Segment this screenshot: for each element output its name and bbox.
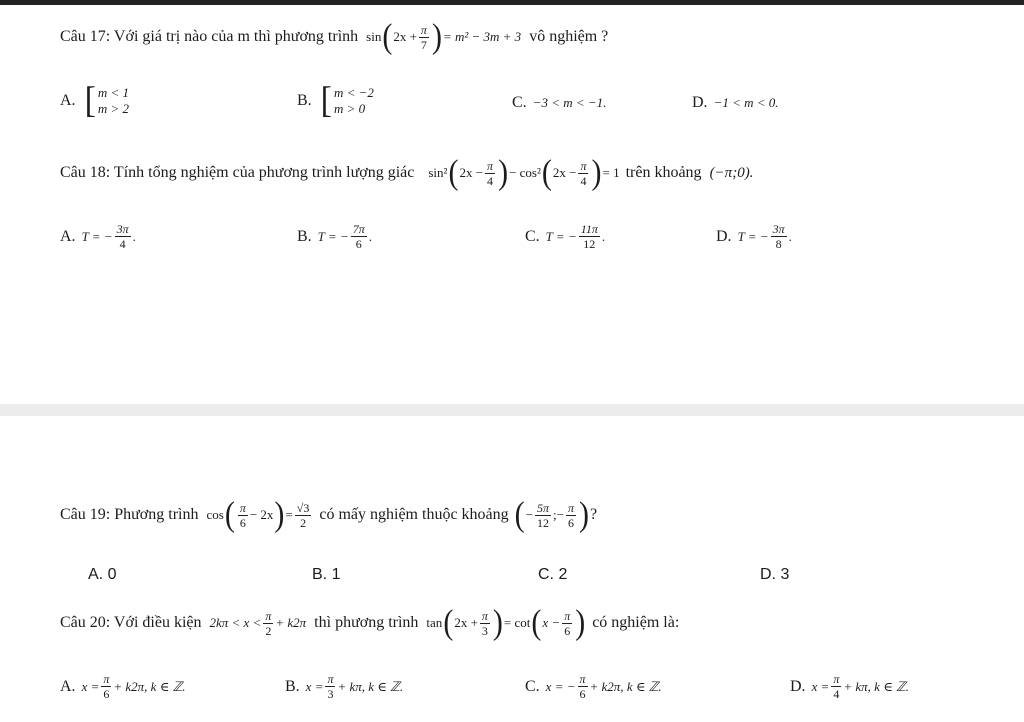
paren-open: ( xyxy=(443,603,454,642)
q20-a-post: + k2π, k ∈ ℤ. xyxy=(113,678,186,694)
bracket: [ xyxy=(320,80,332,121)
paren-close: ) xyxy=(492,603,503,642)
q20-c-pre: x = − xyxy=(545,678,576,694)
q19-frac-num: π xyxy=(239,500,246,515)
q18-frac-den: 4 xyxy=(487,173,494,188)
q19-interval-left xyxy=(535,501,551,530)
q18-d-den: 8 xyxy=(775,237,782,251)
q18-expr-a: sin² xyxy=(428,165,448,180)
q17-stem: Câu 17: Với giá trị nào của m thì phương trình xyxy=(60,28,359,45)
q20-a-pre: x = xyxy=(81,678,100,694)
q20-t-den: 3 xyxy=(481,623,488,638)
paren-close: ) xyxy=(431,17,442,56)
q20-b-num: π xyxy=(327,672,334,686)
option-label: D. xyxy=(692,94,708,111)
q17-inner: 2x + xyxy=(393,29,417,44)
q17-func: sin xyxy=(366,29,382,44)
q20-b-post: + kπ, k ∈ ℤ. xyxy=(337,678,404,694)
q20-t-num: π xyxy=(481,608,488,623)
q20-c-num-opt: π xyxy=(579,672,586,686)
paren-open: ( xyxy=(382,17,393,56)
option-label: B. xyxy=(297,227,312,245)
q18-expr-inner: 2x − xyxy=(459,165,484,180)
bracket: [ xyxy=(84,80,96,121)
q18-option-a[interactable]: A. T = − $\frac{3\pi}{4}$ . xyxy=(60,222,136,251)
q20-c-den: 6 xyxy=(564,623,571,638)
q18-frac-num: π xyxy=(487,158,494,173)
q18-a-pre: T = − xyxy=(81,228,113,244)
paren-open: ( xyxy=(531,603,542,642)
q19-option-d[interactable]: D. 3 xyxy=(760,566,790,583)
q20-cond-den: 2 xyxy=(265,623,272,638)
q18-expr-inner-2: 2x − xyxy=(552,165,577,180)
q20-cond-frac xyxy=(263,609,273,638)
paren-open: ( xyxy=(224,495,235,534)
q18-a-den: 4 xyxy=(119,237,126,251)
q20-a-den: 6 xyxy=(103,687,110,701)
q20-cond-post: + k2π xyxy=(275,615,307,630)
q18-expr-eq: = 1 xyxy=(602,165,620,180)
q18-interval: (−π;0). xyxy=(709,164,754,181)
q18-fraction-2 xyxy=(578,159,588,188)
q17-b-row2: m > 0 xyxy=(334,101,366,116)
q17-option-d[interactable] xyxy=(692,94,779,112)
q17-b-row1: m < −2 xyxy=(334,85,374,100)
q20-cond-pre: 2kπ < x < xyxy=(209,615,262,630)
q20-c-inner: x − xyxy=(542,615,561,630)
q19-rhs-den: 2 xyxy=(300,515,307,530)
option-label: D. xyxy=(790,677,806,695)
q19-option-c[interactable]: C. 2 xyxy=(538,566,568,583)
q20-c-post: + k2π, k ∈ ℤ. xyxy=(589,678,662,694)
paren-close: ) xyxy=(498,153,509,192)
q17-a-system xyxy=(84,80,130,121)
q20-tail: có nghiệm là: xyxy=(592,614,680,631)
q18-a-frac xyxy=(115,222,131,251)
q19-i2-num: π xyxy=(567,500,574,515)
paren-close: ) xyxy=(591,153,602,192)
q19-eq: = xyxy=(285,507,293,522)
question-17 xyxy=(60,17,609,56)
q19-tail: có mấy nghiệm thuộc khoảng xyxy=(319,506,509,523)
q20-d-pre: x = xyxy=(811,678,830,694)
q18-b-pre: T = − xyxy=(317,228,349,244)
q17-fraction xyxy=(419,23,429,52)
q18-b-frac xyxy=(351,222,367,251)
q20-b-pre: x = xyxy=(305,678,324,694)
q18-c-pre: T = − xyxy=(545,228,577,244)
q17-rhs: = m² − 3m + 3 xyxy=(442,29,522,44)
q20-option-c[interactable] xyxy=(525,672,662,701)
q20-option-b[interactable] xyxy=(285,672,403,701)
option-label: A. xyxy=(60,677,76,695)
q17-option-b[interactable] xyxy=(297,80,374,121)
q20-d-den: 4 xyxy=(833,687,840,701)
q19-frac-den: 6 xyxy=(239,515,246,530)
q20-c-den-opt: 6 xyxy=(579,687,586,701)
q18-d-frac xyxy=(771,222,787,251)
paren-open: ( xyxy=(514,495,525,534)
paren-close: ) xyxy=(578,495,589,534)
q18-option-d[interactable]: D. T = − $\frac{3\pi}{8}$ . xyxy=(716,222,792,251)
q20-d-num: π xyxy=(833,672,840,686)
q18-tail: trên khoảng xyxy=(625,164,702,181)
q17-a-row1: m < 1 xyxy=(97,85,130,100)
q17-tail: vô nghiệm ? xyxy=(529,28,609,45)
q17-option-a[interactable] xyxy=(60,80,130,121)
page-separator xyxy=(0,404,1024,416)
q17-frac-den: 7 xyxy=(420,37,427,52)
q17-option-c[interactable] xyxy=(512,94,606,112)
q19-func: cos xyxy=(206,507,224,522)
q18-frac-den-2: 4 xyxy=(580,173,587,188)
paren-close: ) xyxy=(575,603,586,642)
q18-expr-b: − cos² xyxy=(509,165,541,180)
option-label: C. xyxy=(512,94,527,111)
q18-c-num: 11π xyxy=(580,222,598,236)
q19-fraction xyxy=(238,501,248,530)
q19-minus: − 2x xyxy=(249,507,274,522)
q20-d-post: + kπ, k ∈ ℤ. xyxy=(843,678,910,694)
option-label: D. xyxy=(716,227,732,245)
q17-b-system xyxy=(320,80,374,121)
q20-tan: tan xyxy=(426,615,443,630)
option-label: C. xyxy=(525,677,540,695)
q18-d-pre: T = − xyxy=(737,228,769,244)
question-18 xyxy=(60,153,754,192)
q19-i1-den: 12 xyxy=(537,515,549,530)
q18-option-c[interactable]: C. T = − $\frac{11\pi}{12}$ . xyxy=(525,222,606,251)
q20-option-d[interactable] xyxy=(790,672,909,701)
option-label: A. xyxy=(60,227,76,245)
question-20 xyxy=(60,603,680,642)
q20-eq: = cot xyxy=(503,615,531,630)
q20-c-frac-opt xyxy=(578,672,588,701)
option-label: C. xyxy=(525,227,540,245)
q19-rhs-num: √3 xyxy=(296,500,310,515)
q20-cond-num: π xyxy=(265,608,272,623)
q19-interval-right xyxy=(566,501,576,530)
q18-c-frac xyxy=(579,222,600,251)
q18-d-num: 3π xyxy=(772,222,785,236)
q20-a-frac xyxy=(101,672,111,701)
q18-stem: Câu 18: Tính tổng nghiệm của phương trình lượng giác xyxy=(60,164,415,181)
q20-d-frac xyxy=(831,672,841,701)
q19-option-a[interactable]: A. 0 xyxy=(88,566,117,583)
q20-stem: Câu 20: Với điều kiện xyxy=(60,614,202,631)
q20-b-frac xyxy=(325,672,335,701)
q18-option-b[interactable]: B. T = − $\frac{7\pi}{6}$ . xyxy=(297,222,372,251)
q18-b-den: 6 xyxy=(355,237,362,251)
option-label: B. xyxy=(285,677,300,695)
q18-frac-num-2: π xyxy=(580,158,587,173)
q20-t-inner: 2x + xyxy=(454,615,478,630)
q18-a-num: 3π xyxy=(116,222,129,236)
question-19: Câu 19: Phương trình cos ( $\frac{\pi}{6}$ − 2x ) = $\frac{√3}{2}$ có mấy nghiệm thuộc khoảng ( − $\frac{5\pi}{12}$ ;− $\frac{\pi}{6}$ ) ? xyxy=(60,495,598,534)
q20-a-num: π xyxy=(103,672,110,686)
top-border xyxy=(0,0,1024,5)
q17-d-text: −1 < m < 0. xyxy=(713,95,779,110)
q20-mid: thì phương trình xyxy=(314,614,419,631)
q19-option-b[interactable]: B. 1 xyxy=(312,566,341,583)
paren-close: ) xyxy=(274,495,285,534)
q17-a-row2: m > 2 xyxy=(97,101,130,116)
q17-frac-num: π xyxy=(420,22,427,37)
q19-i2-den: 6 xyxy=(567,515,574,530)
paren-open: ( xyxy=(541,153,552,192)
q18-c-den: 12 xyxy=(583,237,596,251)
option-label: B. xyxy=(297,92,312,109)
q19-i1-num: 5π xyxy=(537,500,550,515)
q20-option-a[interactable] xyxy=(60,672,186,701)
q18-fraction-1 xyxy=(485,159,495,188)
q20-c-num: π xyxy=(564,608,571,623)
q20-t-frac xyxy=(480,609,490,638)
q19-rhs-fraction xyxy=(295,501,312,530)
q19-stem: Câu 19: Phương trình xyxy=(60,506,199,523)
q19-end: ? xyxy=(589,506,598,523)
q18-b-num: 7π xyxy=(352,222,365,236)
paren-open: ( xyxy=(448,153,459,192)
option-label: A. xyxy=(60,92,76,109)
q17-c-text: −3 < m < −1. xyxy=(532,95,607,110)
q20-c-frac xyxy=(562,609,572,638)
q20-b-den: 3 xyxy=(327,687,334,701)
